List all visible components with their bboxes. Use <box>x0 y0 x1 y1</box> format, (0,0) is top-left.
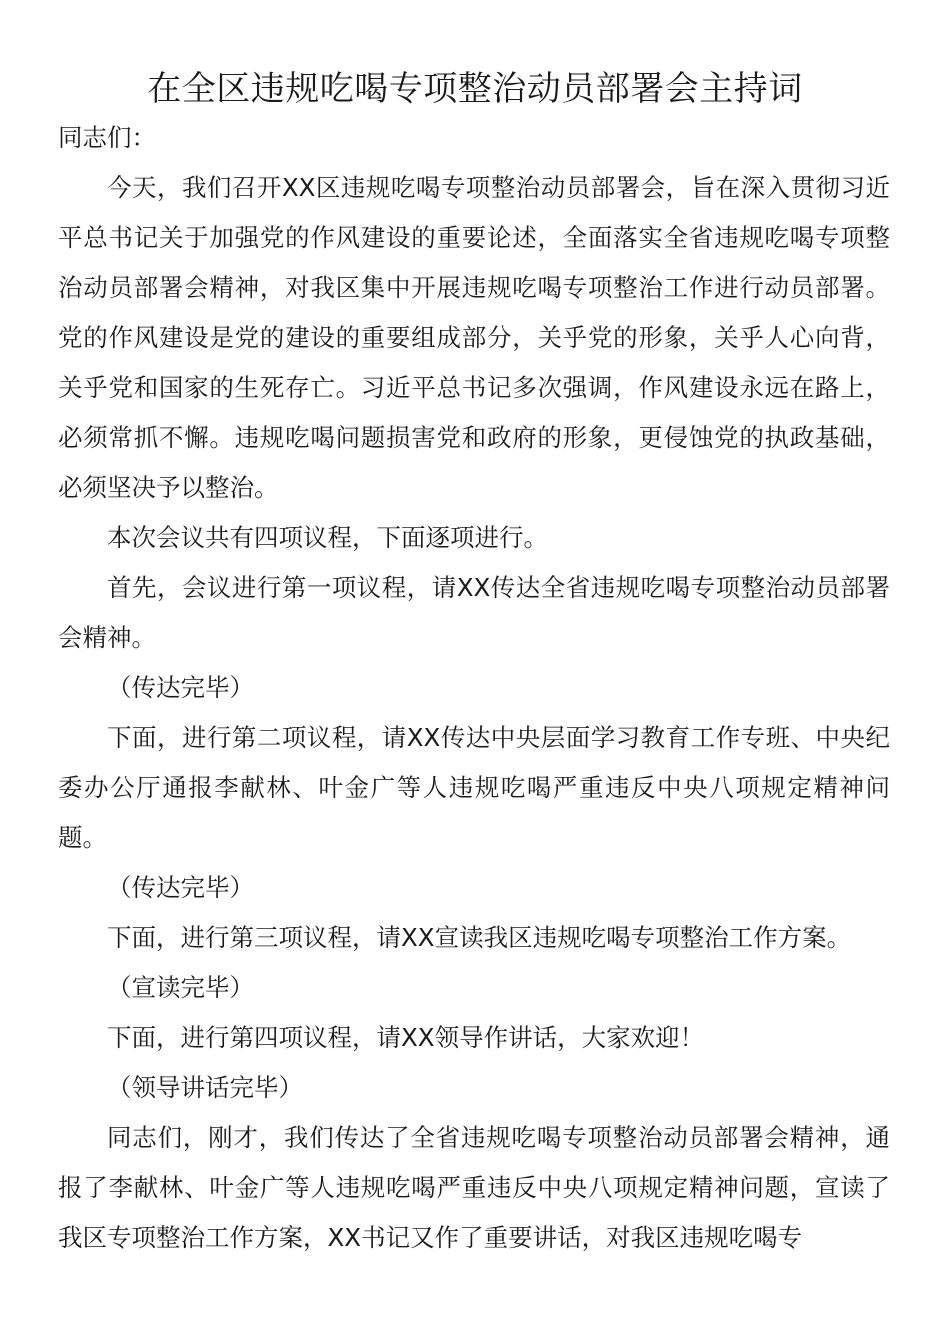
document-title: 在全区违规吃喝专项整治动员部署会主持词 <box>147 69 803 109</box>
paragraph-agenda-1: 首先，会议进行第一项议程，请XX传达全省违规吃喝专项整治动员部署会精神。 <box>58 573 890 652</box>
paragraph-agenda-3: 下面，进行第三项议程，请XX宣读我区违规吃喝专项整治工作方案。 <box>107 923 852 952</box>
paragraph-agenda-intro: 本次会议共有四项议程，下面逐项进行。 <box>107 523 548 552</box>
paragraph-opening: 今天，我们召开XX区违规吃喝专项整治动员部署会，旨在深入贯彻习近平总书记关于加强党的作风建设的重要论述，全面落实全省违规吃喝专项整治动员部署会精神，对我区集中开展违规吃喝专项整治工作进行动员部署。党的作风建设是党的建设的重要组成部分，关乎党的形象，关乎人心向背，关乎党和国家的生死存亡。习近平总书记多次强调，作风建设永远在路上，必须常抓不懈。违规吃喝问题损害党和政府的形象，更侵蚀党的执政基础，必须坚决予以整治。 <box>58 173 890 502</box>
salutation: 同志们： <box>58 123 156 152</box>
stage-note-1: （传达完毕） <box>107 673 254 702</box>
paragraph-agenda-2: 下面，进行第二项议程，请XX传达中央层面学习教育工作专班、中央纪委办公厅通报李献林、叶金广等人违规吃喝严重违反中央八项规定精神问题。 <box>58 723 890 852</box>
paragraph-summary: 同志们，刚才，我们传达了全省违规吃喝专项整治动员部署会精神，通报了李献林、叶金广等人违规吃喝严重违反中央八项规定精神问题，宣读了我区专项整治工作方案，XX书记又作了重要讲话，对我区违规吃喝专 <box>58 1123 890 1252</box>
stage-note-4: （领导讲话完毕） <box>107 1073 303 1102</box>
stage-note-3: （宣读完毕） <box>107 973 254 1002</box>
document-body <box>58 113 890 1263</box>
stage-note-2: （传达完毕） <box>107 873 254 902</box>
paragraph-agenda-4: 下面，进行第四项议程，请XX领导作讲话，大家欢迎！ <box>107 1023 705 1052</box>
